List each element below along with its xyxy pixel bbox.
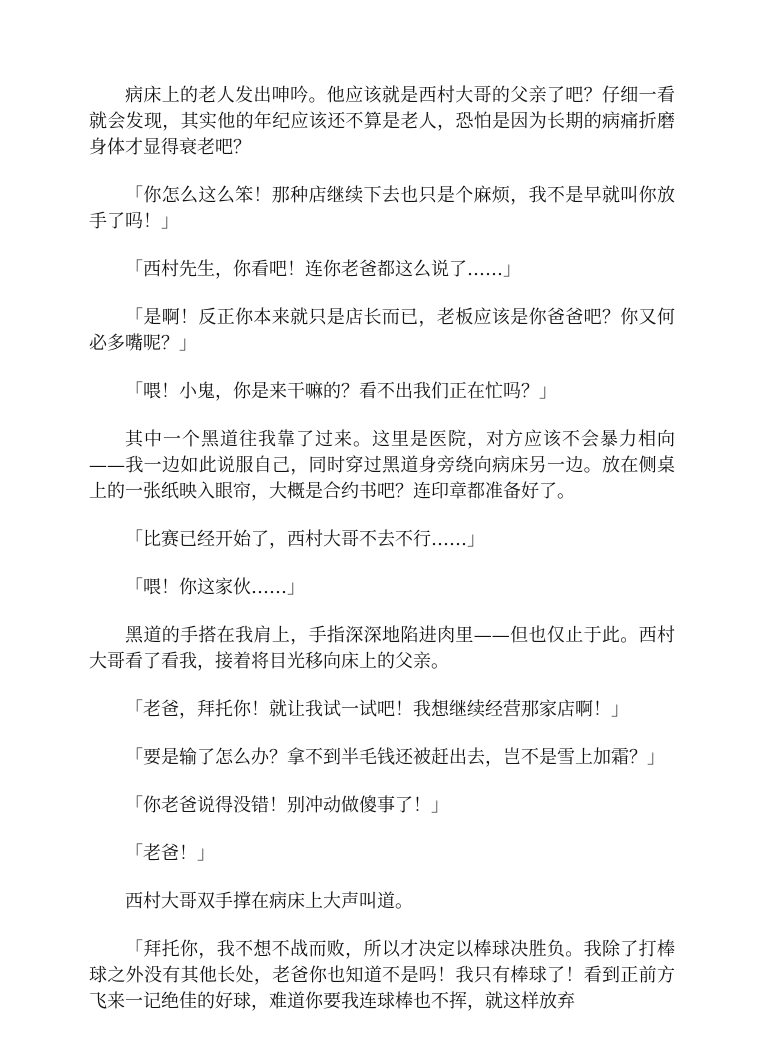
paragraph: 「拜托你，我不想不战而败，所以才决定以棒球决胜负。我除了打棒球之外没有其他长处，老爸你也知道不是吗！我只有棒球了！看到正前方飞来一记绝佳的好球，难道你要我连球棒也不挥，就这样放弃 xyxy=(89,939,675,1012)
paragraph: 「你怎么这么笨！那种店继续下去也只是个麻烦，我不是早就叫你放手了吗！」 xyxy=(89,185,675,232)
paragraph: 病床上的老人发出呻吟。他应该就是西村大哥的父亲了吧？仔细一看就会发现，其实他的年纪应该还不算是老人，恐怕是因为长期的病痛折磨身体才显得衰老吧？ xyxy=(89,85,675,158)
paragraph: 「老爸！」 xyxy=(125,843,215,864)
paragraph: 「喂！小鬼，你是来干嘛的？看不出我们正在忙吗？」 xyxy=(125,381,557,402)
paragraph: 「你老爸说得没错！别冲动做傻事了！」 xyxy=(125,795,449,816)
paragraph: 「比赛已经开始了，西村大哥不去不行……」 xyxy=(125,529,485,550)
paragraph: 「是啊！反正你本来就只是店长而已，老板应该是你爸爸吧？你又何必多嘴呢？」 xyxy=(89,307,675,354)
paragraph: 「老爸，拜托你！就让我试一试吧！我想继续经营那家店啊！」 xyxy=(125,699,629,720)
paragraph: 西村大哥双手撑在病床上大声叫道。 xyxy=(125,891,413,912)
paragraph: 其中一个黑道往我靠了过来。这里是医院，对方应该不会暴力相向——我一边如此说服自己，同时穿过黑道身旁绕向病床另一边。放在侧桌上的一张纸映入眼帘，大概是合约书吧？连印章都准备好了。 xyxy=(89,429,675,502)
paragraph: 「喂！你这家伙……」 xyxy=(125,577,305,598)
paragraph: 黑道的手搭在我肩上，手指深深地陷进肉里——但也仅止于此。西村大哥看了看我，接着将目光移向床上的父亲。 xyxy=(89,625,675,672)
paragraph: 「西村先生，你看吧！连你老爸都这么说了……」 xyxy=(125,259,521,280)
text-body xyxy=(89,83,675,1037)
paragraph: 「要是输了怎么办？拿不到半毛钱还被赶出去，岂不是雪上加霜？」 xyxy=(125,747,665,768)
